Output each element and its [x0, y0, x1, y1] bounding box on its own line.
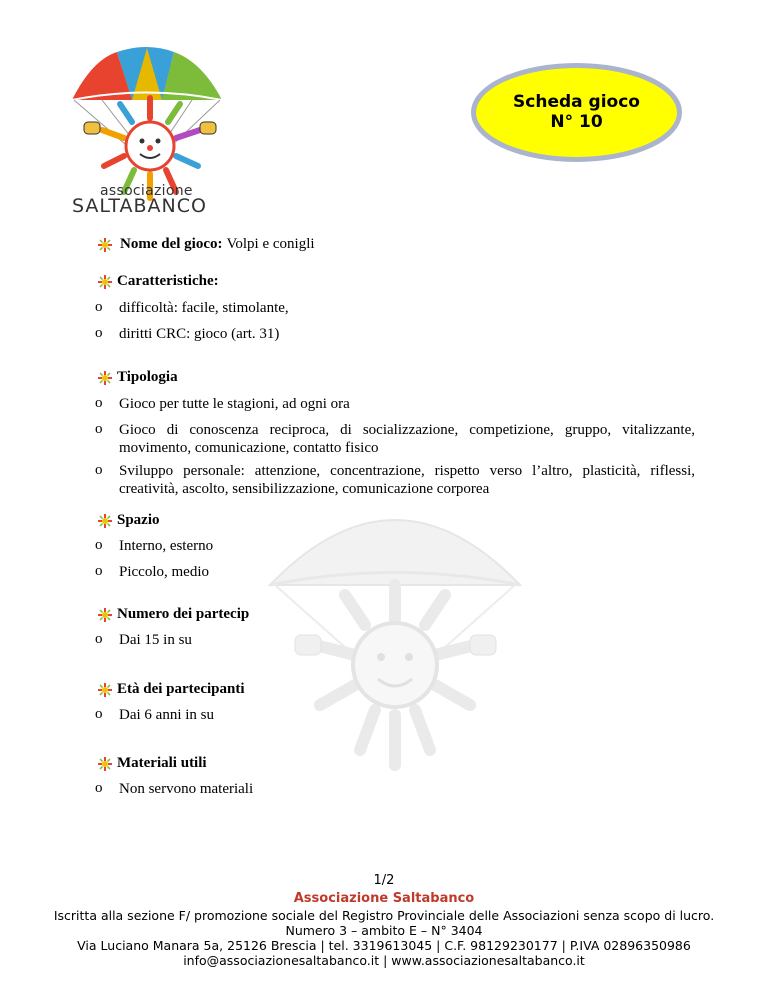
- materials-heading: [98, 755, 207, 772]
- features-item-1: difficoltà: facile, stimolante,: [119, 300, 289, 316]
- game-name-row: [98, 236, 315, 253]
- list-item: o Gioco per tutte le stagioni, ad ogni ora: [95, 395, 695, 413]
- game-name-label: Nome del gioco:: [120, 236, 223, 252]
- list-item: o difficoltà: facile, stimolante,: [95, 299, 695, 317]
- badge-title: Scheda gioco: [513, 92, 640, 112]
- footer-number: Numero 3 – ambito E – N° 3404: [285, 923, 483, 938]
- list-item: o diritti CRC: gioco (art. 31): [95, 325, 695, 343]
- flower-bullet-icon: [98, 238, 112, 252]
- flower-bullet-icon: [98, 757, 112, 771]
- participants-title: Numero dei partecip: [117, 606, 250, 622]
- flower-bullet-icon: [98, 514, 112, 528]
- age-title: Età dei partecipanti: [117, 681, 245, 697]
- features-heading: [98, 273, 219, 290]
- space-title: Spazio: [117, 512, 160, 528]
- list-item: o Non servono materiali: [95, 780, 695, 798]
- page-number: 1/2: [373, 873, 395, 888]
- participants-item-1: Dai 15 in su: [119, 632, 192, 648]
- list-item: o Dai 15 in su: [95, 631, 695, 649]
- list-item: o Sviluppo personale: attenzione, concentrazione, rispetto verso l’altro, plasticità, riflessi, creatività, ascolto, sensibilizzazione, comunicazione corporea: [95, 462, 695, 497]
- type-item-1: Gioco per tutte le stagioni, ad ogni ora: [119, 396, 350, 412]
- list-item: o Interno, esterno: [95, 537, 695, 555]
- game-sheet-badge-text: [470, 92, 683, 132]
- space-heading: [98, 512, 160, 529]
- type-title: Tipologia: [117, 369, 178, 385]
- game-name-value: Volpi e conigli: [226, 236, 315, 252]
- age-heading: [98, 681, 245, 698]
- list-item: o Piccolo, medio: [95, 563, 695, 581]
- type-item-3: Sviluppo personale: attenzione, concentrazione, rispetto verso l’altro, plasticità, riflessi, creatività, ascolto, sensibilizzazione, comunicazione corporea: [119, 463, 695, 497]
- materials-title: Materiali utili: [117, 755, 207, 771]
- flower-bullet-icon: [98, 371, 112, 385]
- list-item: o Dai 6 anni in su: [95, 706, 695, 724]
- flower-bullet-icon: [98, 608, 112, 622]
- age-item-1: Dai 6 anni in su: [119, 707, 214, 723]
- features-item-2: diritti CRC: gioco (art. 31): [119, 326, 280, 342]
- participants-heading: [98, 606, 249, 623]
- type-item-2: Gioco di conoscenza reciproca, di socializzazione, competizione, gruppo, vitalizzante, movimento, comunicazione, contatto fisico: [119, 422, 695, 456]
- footer-contacts: info@associazionesaltabanco.it | www.associazionesaltabanco.it: [183, 953, 585, 968]
- features-title: Caratteristiche:: [117, 273, 219, 289]
- logo-text-saltabanco: SALTABANCO: [72, 195, 207, 217]
- logo-text-associazione: associazione: [100, 183, 193, 199]
- flower-bullet-icon: [98, 275, 112, 289]
- space-item-2: Piccolo, medio: [119, 564, 209, 580]
- materials-item-1: Non servono materiali: [119, 781, 254, 797]
- footer-registration: Iscritta alla sezione F/ promozione sociale del Registro Provinciale delle Associazioni senza scopo di lucro.: [53, 908, 715, 923]
- badge-number: N° 10: [550, 112, 603, 132]
- footer-address: Via Luciano Manara 5a, 25126 Brescia | tel. 3319613045 | C.F. 98129230177 | P.IVA 02896350986: [77, 938, 691, 953]
- list-item: o Gioco di conoscenza reciproca, di socializzazione, competizione, gruppo, vitalizzante, movimento, comunicazione, contatto fisico: [95, 421, 695, 456]
- flower-bullet-icon: [98, 683, 112, 697]
- space-item-1: Interno, esterno: [119, 538, 214, 554]
- footer-org-name: Associazione Saltabanco: [293, 891, 475, 906]
- type-heading: [98, 369, 178, 386]
